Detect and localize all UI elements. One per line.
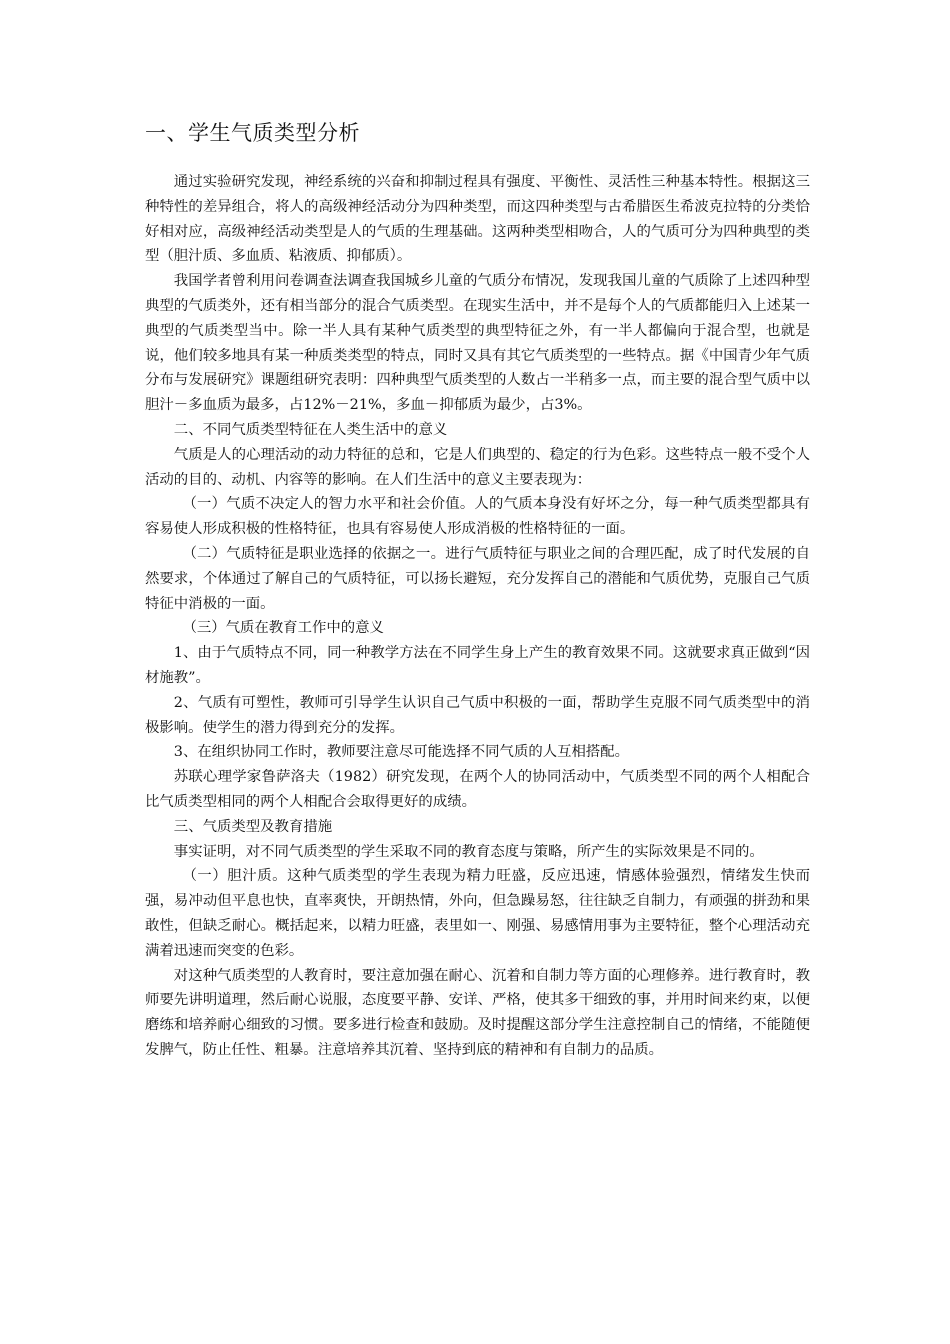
paragraph-temperament-definition: 气质是人的心理活动的动力特征的总和，它是人们典型的、稳定的行为色彩。这些特点一般不受个人活动的目的、动机、内容等的影响。在人们生活中的意义主要表现为： — [145, 446, 810, 488]
list-item-one: 1、由于气质特点不同，同一种教学方法在不同学生身上产生的教育效果不同。这就要求真正做到“因材施教”。 — [145, 645, 810, 686]
paragraph-point-two: （二）气质特征是职业选择的依据之一。进行气质特征与职业之间的合理匹配，成了时代发展的自然要求，个体通过了解自己的气质特征，可以扬长避短，充分发挥自己的潜能和气质优势，克服自己气质特征中消极的一面。 — [145, 545, 810, 612]
paragraph-facts: 事实证明，对不同气质类型的学生采取不同的教育态度与策略，所产生的实际效果是不同的。 — [173, 843, 764, 860]
list-item-two: 2、气质有可塑性，教师可引导学生认识自己气质中积极的一面，帮助学生克服不同气质类型中的消极影响。使学生的潜力得到充分的发挥。 — [145, 694, 810, 736]
document-title: 一、学生气质类型分析 — [145, 121, 360, 145]
paragraph-rusalov: 苏联心理学家鲁萨洛夫（1982）研究发现，在两个人的协同活动中，气质类型不同的两个人相配合比气质类型相同的两个人相配合会取得更好的成绩。 — [145, 769, 810, 810]
list-item-three: 3、在组织协同工作时，教师要注意尽可能选择不同气质的人互相搭配。 — [173, 744, 630, 761]
paragraph-point-one: （一）气质不决定人的智力水平和社会价值。人的气质本身没有好坏之分，每一种气质类型都具有容易使人形成积极的性格特征，也具有容易使人形成消极的性格特征的一面。 — [145, 496, 810, 538]
subheading-education: （三）气质在教育工作中的意义 — [182, 620, 384, 637]
paragraph-survey: 我国学者曾利用问卷调查法调查我国城乡儿童的气质分布情况，发现我国儿童的气质除了上述四种型典型的气质类外，还有相当部分的混合气质类型。在现实生活中，并不是每个人的气质都能归入上述某一典型的气质类型当中。除一半人具有某种气质类型的典型特征之外，有一半人都偏向于混合型，也就是说，他们较多地具有某一种质类类型的特点，同时又具有其它气质类型的一些特点。据《中国青少年气质分布与发展研究》课题组研究表明：四种典型气质类型的人数占一半稍多一点，而主要的混合型气质中以胆汁－多血质为最多，占12%－21%，多血－抑郁质为最少，占3%。 — [145, 273, 810, 414]
section-heading-significance: 二、不同气质类型特征在人类生活中的意义 — [173, 421, 448, 438]
document-body — [145, 118, 810, 1063]
section-heading-measures: 三、气质类型及教育措施 — [173, 818, 333, 835]
paragraph-choleric-education: 对这种气质类型的人教育时，要注意加强在耐心、沉着和自制力等方面的心理修养。进行教育时，教师要先讲明道理，然后耐心说服，态度要平静、安详、严格，使其多干细致的事，并用时间来约束，以便磨练和培养耐心细致的习惯。要多进行检查和鼓励。及时提醒这部分学生注意控制自己的情绪，不能随便发脾气，防止任性、粗暴。注意培养其沉着、坚持到底的精神和有自制力的品质。 — [145, 967, 810, 1058]
paragraph-physiology: 通过实验研究发现，神经系统的兴奋和抑制过程具有强度、平衡性、灵活性三种基本特性。根据这三种特性的差异组合，将人的高级神经活动分为四种类型，而这四种类型与古希腊医生希波克拉特的分类恰好相对应，高级神经活动类型是人的气质的生理基础。这两种类型相吻合，人的气质可分为四种典型的类型（胆汁质、多血质、粘液质、抑郁质）。 — [145, 174, 810, 265]
paragraph-choleric: （一）胆汁质。这种气质类型的学生表现为精力旺盛，反应迅速，情感体验强烈，情绪发生快而强，易冲动但平息也快，直率爽快，开朗热情，外向，但急躁易怒，往往缺乏自制力，有顽强的拼劲和果敢性，但缺乏耐心。概括起来，以精力旺盛，表里如一、刚强、易感情用事为主要特征，整个心理活动充满着迅速而突变的色彩。 — [145, 868, 810, 959]
